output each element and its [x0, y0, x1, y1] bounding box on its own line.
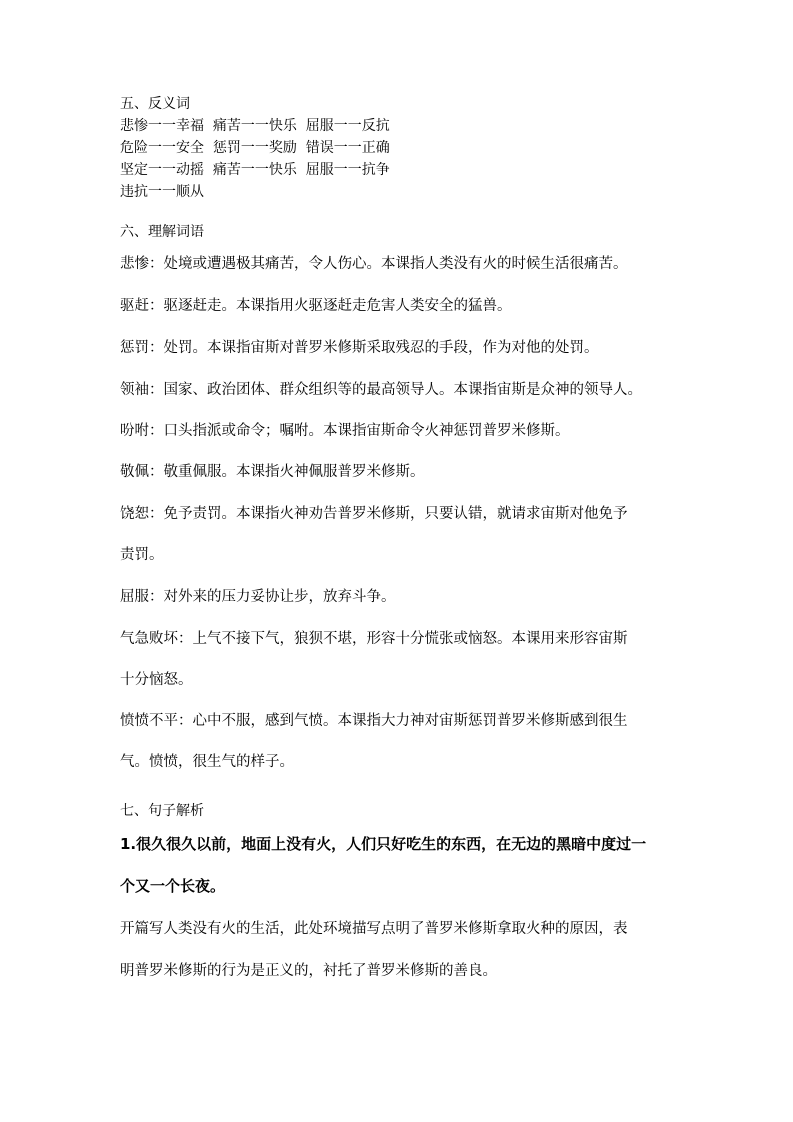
vocabulary-line: 愤愤不平：心中不服，感到气愤。本课指大力神对宙斯惩罚普罗米修斯感到很生 — [120, 713, 628, 729]
antonym-line: 违抗一一顺从 — [120, 184, 204, 200]
analysis-text: 开篇写人类没有火的生活，此处环境描写点明了普罗米修斯拿取火种的原因，表 — [120, 921, 628, 937]
vocabulary-line: 悲惨：处境或遭遇极其痛苦，令人伤心。本课指人类没有火的时候生活很痛苦。 — [120, 256, 628, 272]
vocabulary-line: 气急败坏：上气不接下气，狼狈不堪，形容十分慌张或恼怒。本课用来形容宙斯 — [120, 631, 628, 647]
sentence-analysis-heading: 七、句子解析 — [120, 803, 204, 819]
vocabulary-line: 惩罚：处罚。本课指宙斯对普罗米修斯采取残忍的手段，作为对他的处罚。 — [120, 340, 599, 356]
antonym-line: 危险一一安全 惩罚一一奖励 错误一一正确 — [120, 140, 390, 156]
vocabulary-line-continued: 责罚。 — [120, 547, 164, 563]
example-sentence: 1.很久很久以前，地面上没有火，人们只好吃生的东西，在无边的黑暗中度过一 — [120, 835, 647, 853]
vocabulary-line: 吩咐：口头指派或命令；嘱咐。本课指宙斯命令火神惩罚普罗米修斯。 — [120, 423, 570, 439]
antonyms-heading: 五、反义词 — [120, 96, 190, 112]
vocabulary-line: 饶恕：免予责罚。本课指火神劝告普罗米修斯，只要认错，就请求宙斯对他免予 — [120, 506, 628, 522]
antonym-line: 悲惨一一幸福 痛苦一一快乐 屈服一一反抗 — [120, 118, 390, 134]
vocabulary-line: 屈服：对外来的压力妥协让步，放弃斗争。 — [120, 589, 396, 605]
antonyms-section — [120, 93, 680, 203]
vocabulary-line: 领袖：国家、政治团体、群众组织等的最高领导人。本课指宙斯是众神的领导人。 — [120, 382, 642, 398]
antonym-line: 坚定一一动摇 痛苦一一快乐 屈服一一抗争 — [120, 162, 390, 178]
vocabulary-line-continued: 十分恼怒。 — [120, 672, 193, 688]
vocabulary-line: 敬佩：敬重佩服。本课指火神佩服普罗米修斯。 — [120, 464, 425, 480]
vocabulary-heading: 六、理解词语 — [120, 224, 204, 240]
vocabulary-line: 驱赶：驱逐赶走。本课指用火驱逐赶走危害人类安全的猛兽。 — [120, 298, 512, 314]
example-sentence-continued: 个又一个长夜。 — [120, 877, 226, 895]
analysis-text-continued: 明普罗米修斯的行为是正义的，衬托了普罗米修斯的善良。 — [120, 963, 497, 979]
vocabulary-line-continued: 气。愤愤，很生气的样子。 — [120, 754, 294, 770]
